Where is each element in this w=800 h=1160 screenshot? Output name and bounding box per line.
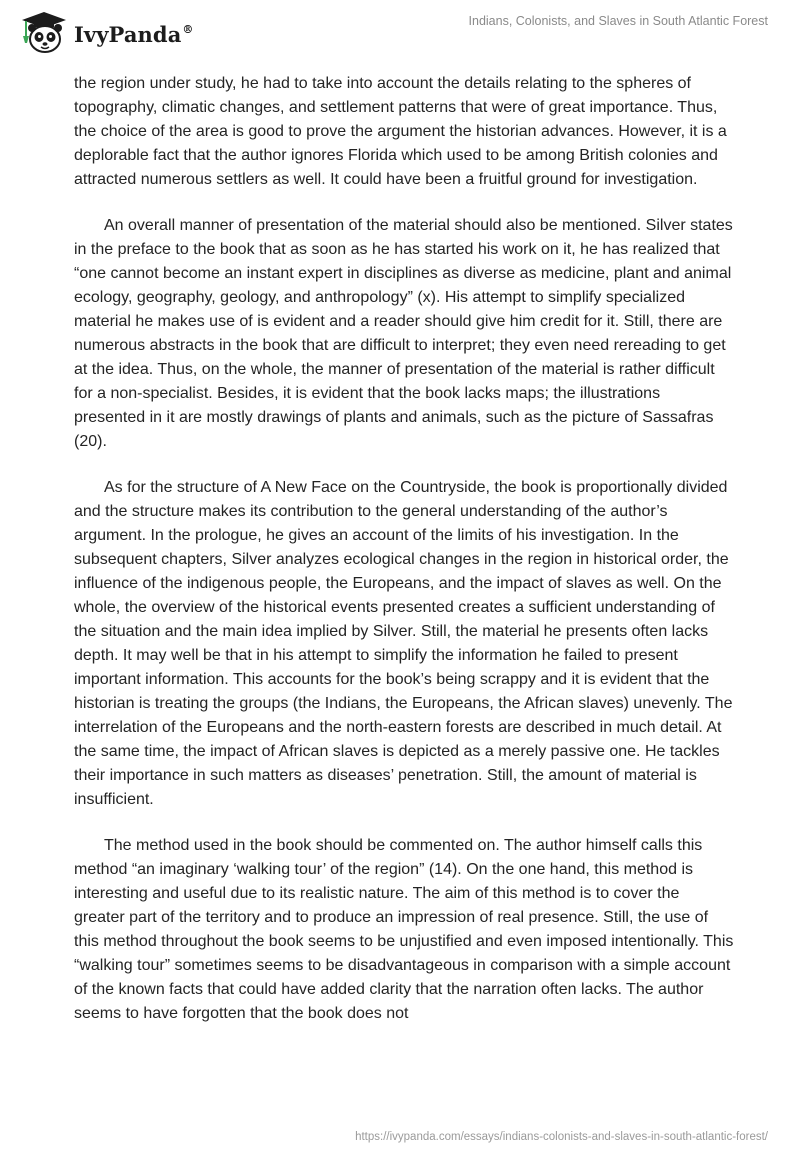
registered-mark: ®	[182, 22, 194, 36]
paragraph-1: the region under study, he had to take into account the details relating to the spheres of topography, climatic changes, and settlement patterns that were of great importance. Thus, the choice of the area is good to prove the argument the historian advances. However, it is a deplorable fact that the author ignores Florida which used to be among British colonies and attracted numerous settlers as well. It could have been a fruitful ground for investigation.	[74, 75, 727, 188]
brand-logo[interactable]	[14, 8, 194, 56]
source-url[interactable]: https://ivypanda.com/essays/indians-colonists-and-slaves-in-south-atlantic-forest/	[355, 1131, 768, 1143]
paragraph-4: The method used in the book should be commented on. The author himself calls this method “an imaginary ‘walking tour’ of the region” (14). On the one hand, this method is interesting and useful due to its realistic nature. The aim of this method is to cover the greater part of the territory and to produce an impression of real presence. Still, the use of this method throughout the book seems to be unjustified and even imposed intentionally. This “walking tour” sometimes seems to be disadvantageous in comparison with a simple account of the known facts that could have added clarity that the narration often lacks. The author seems to have forgotten that the book does not	[74, 837, 734, 1022]
brand-name: IvyPanda®	[74, 21, 194, 47]
document-title: Indians, Colonists, and Slaves in South Atlantic Forest	[468, 14, 768, 28]
paragraph-2: An overall manner of presentation of the material should also be mentioned. Silver states in the preface to the book that as soon as he has started his work on it, he has realized that “one cannot become an instant expert in disciplines as diverse as medicine, plant and animal ecology, geography, geology, and anthropology” (x). His attempt to simplify specialized material he makes use of is evident and a reader should give him credit for it. Still, there are numerous abstracts in the book that are difficult to interpret; they even need rereading to get at the idea. Thus, on the whole, the manner of presentation of the material is rather difficult for a non-specialist. Besides, it is evident that the book lacks maps; the illustrations presented in it are mostly drawings of plants and animals, such as the picture of Sassafras (20).	[74, 217, 733, 450]
paragraph-3: As for the structure of A New Face on the Countryside, the book is proportionally divided and the structure makes its contribution to the general understanding of the author’s argument. In the prologue, he gives an account of the limits of his investigation. In the subsequent chapters, Silver analyzes ecological changes in the region in historical order, the influence of the indigenous people, the Europeans, and the impact of slaves as well. On the whole, the overview of the historical events presented creates a sufficient understanding of the situation and the main idea implied by Silver. Still, the material he presents often lacks depth. It may well be that in his attempt to simplify the information he failed to present important information. This accounts for the book’s being scrappy and it is evident that the historian is treating the groups (the Indians, the Europeans, the African slaves) unevenly. The interrelation of the Europeans and the north-eastern forests are described in much detail. At the same time, the impact of African slaves is depicted as a merely passive one. He tackles their importance in such matters as diseases’ penetration. Still, the amount of material is insufficient.	[74, 479, 733, 808]
essay-body	[74, 72, 734, 1048]
panda-graduate-icon	[14, 8, 70, 56]
page-header	[0, 0, 800, 64]
